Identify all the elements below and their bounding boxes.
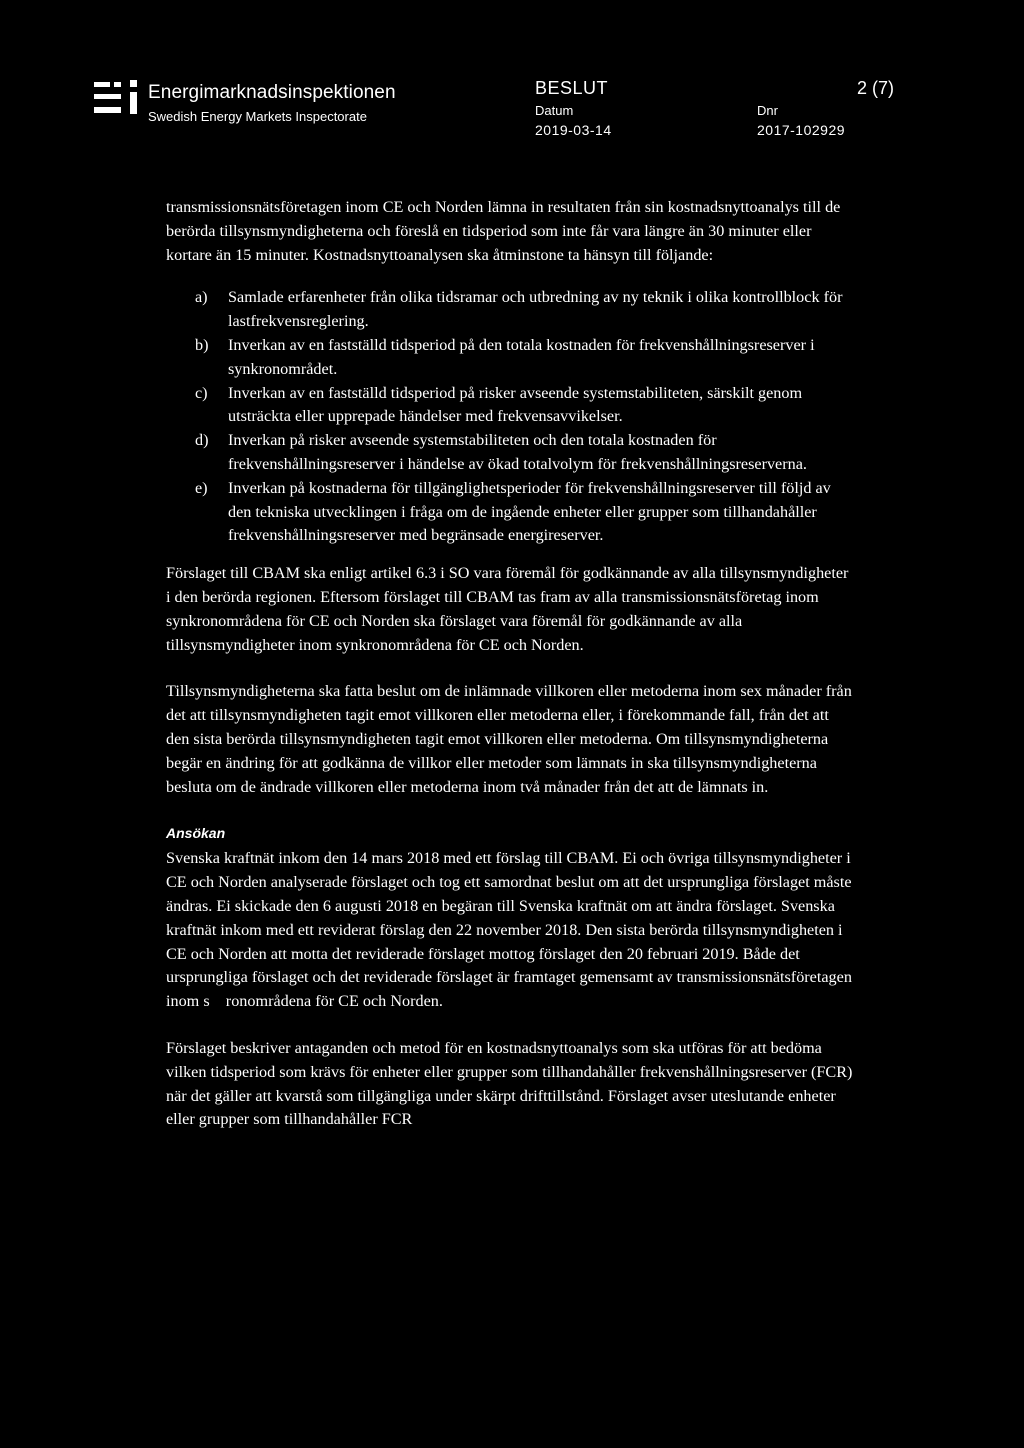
list-marker: a) [195,288,208,307]
criteria-list [166,286,856,548]
list-item [166,477,856,548]
list-marker: d) [195,431,209,450]
list-item-text: Inverkan på kostnaderna för tillgänglighetsperioder för frekvenshållningsreserver till följd av den tekniska utvecklingen i fråga om de ingående enheter eller grupper som tillhandahåller frekvenshållningsreserver med begränsade energireserver. [228,478,831,545]
list-item [166,429,856,477]
page-number: 2 (7) [857,78,895,98]
organization-subtitle: Swedish Energy Markets Inspectorate [148,109,367,124]
list-item [166,334,856,382]
date-label: Datum [535,103,574,118]
cbam-approval-paragraph: Förslaget till CBAM ska enligt artikel 6.3 i SO vara föremål för godkännande av alla tillsynsmyndigheter i den berörda regionen. Eftersom förslaget till CBAM tas fram av alla transmissionsnätsföretag inom synkronområdena för CE och Norden ska förslaget vara föremål för godkännande av alla tillsynsmyndigheter inom synkronområdena för CE och Norden. [166,564,849,654]
list-item-text: Samlade erfarenheter från olika tidsramar och utbredning av ny teknik i olika kontrollblock för lastfrekvensreglering. [228,288,843,331]
intro-paragraph: transmissionsnätsföretagen inom CE och Norden lämna in resultaten från sin kostnadsnyttoanalys till de berörda tillsynsmyndigheterna och föreslå en tidsperiod som inte får vara längre än 30 minuter eller kortare än 15 minuter. Kostnadsnyttoanalysen ska åtminstone ta hänsyn till följande: [166,198,841,264]
decision-deadline-paragraph: Tillsynsmyndigheterna ska fatta beslut om de inlämnade villkoren eller metoderna inom sex månader från det att tillsynsmyndigheten tagit emot villkoren eller metoderna eller, i förekommande fall, från det att den sista berörda tillsynsmyndigheten tagit emot villkoren eller metoderna. Om tillsynsmyndigheterna begär en ändring för att godkänna de villkor eller metoder som lämnats in ska tillsynsmyndigheterna besluta om de ändrade villkoren eller metoderna inom två månader från det att de lämnats in. [166,682,852,796]
list-item-text: Inverkan av en fastställd tidsperiod på risker avseende systemstabiliteten, särskilt genom utsträckta eller upprepade händelser med frekvensavvikelser. [228,383,803,426]
date-value: 2019-03-14 [535,122,612,138]
list-item-text: Inverkan på risker avseende systemstabiliteten och den totala kostnaden för frekvenshållningsreserver i händelse av ökad totalvolym för frekvenshållningsreserverna. [228,431,807,473]
list-item [166,286,856,334]
dnr-value: 2017-102929 [757,122,846,138]
application-paragraph: Svenska kraftnät inkom den 14 mars 2018 med ett förslag till CBAM. Ei och övriga tillsynsmyndigheter i CE och Norden analyserade förslaget och tog ett samordnat beslut om att det ursprungliga förslaget måste ändras. Ei skickade den 6 augusti 2018 en begäran till Svenska kraftnät om att ändra förslaget. Svenska kraftnät inkom med ett reviderat förslag den 22 november 2018. Den sista berörda tillsynsmyndigheten i CE och Norden att motta det reviderade förslaget mottog förslaget den 20 februari 2019. Både det ursprungliga förslaget och det reviderade förslaget är framtaget gemensamt av transmissionsnätsföretagen inom s ronområdena för CE och Norden. [166,849,856,1011]
section-heading-ansokan: Ansökan [166,825,226,842]
list-marker: e) [195,478,208,497]
organization-name: Energimarknadsinspektionen [148,82,396,103]
ei-logo-icon [94,80,140,114]
dnr-label: Dnr [757,103,778,118]
list-marker: c) [195,383,208,402]
list-marker: b) [195,335,209,354]
list-item-text: Inverkan av en fastställd tidsperiod på den totala kostnaden för frekvenshållningsreserver i synkronområdet. [228,335,815,378]
document-header [0,74,1024,144]
proposal-description-paragraph: Förslaget beskriver antaganden och metod för en kostnadsnyttoanalys som ska utföras för att bedöma vilken tidsperiod som krävs för enheter eller grupper som tillhandahåller frekvenshållningsreserver (FCR) när det gäller att kvarstå som tillgängliga under skärpt drifttillstånd. Förslaget avser uteslutande enheter eller grupper som tillhandahåller FCR [166,1038,853,1129]
document-body [166,196,856,1132]
list-item [166,382,856,430]
document-type: BESLUT [535,78,609,98]
